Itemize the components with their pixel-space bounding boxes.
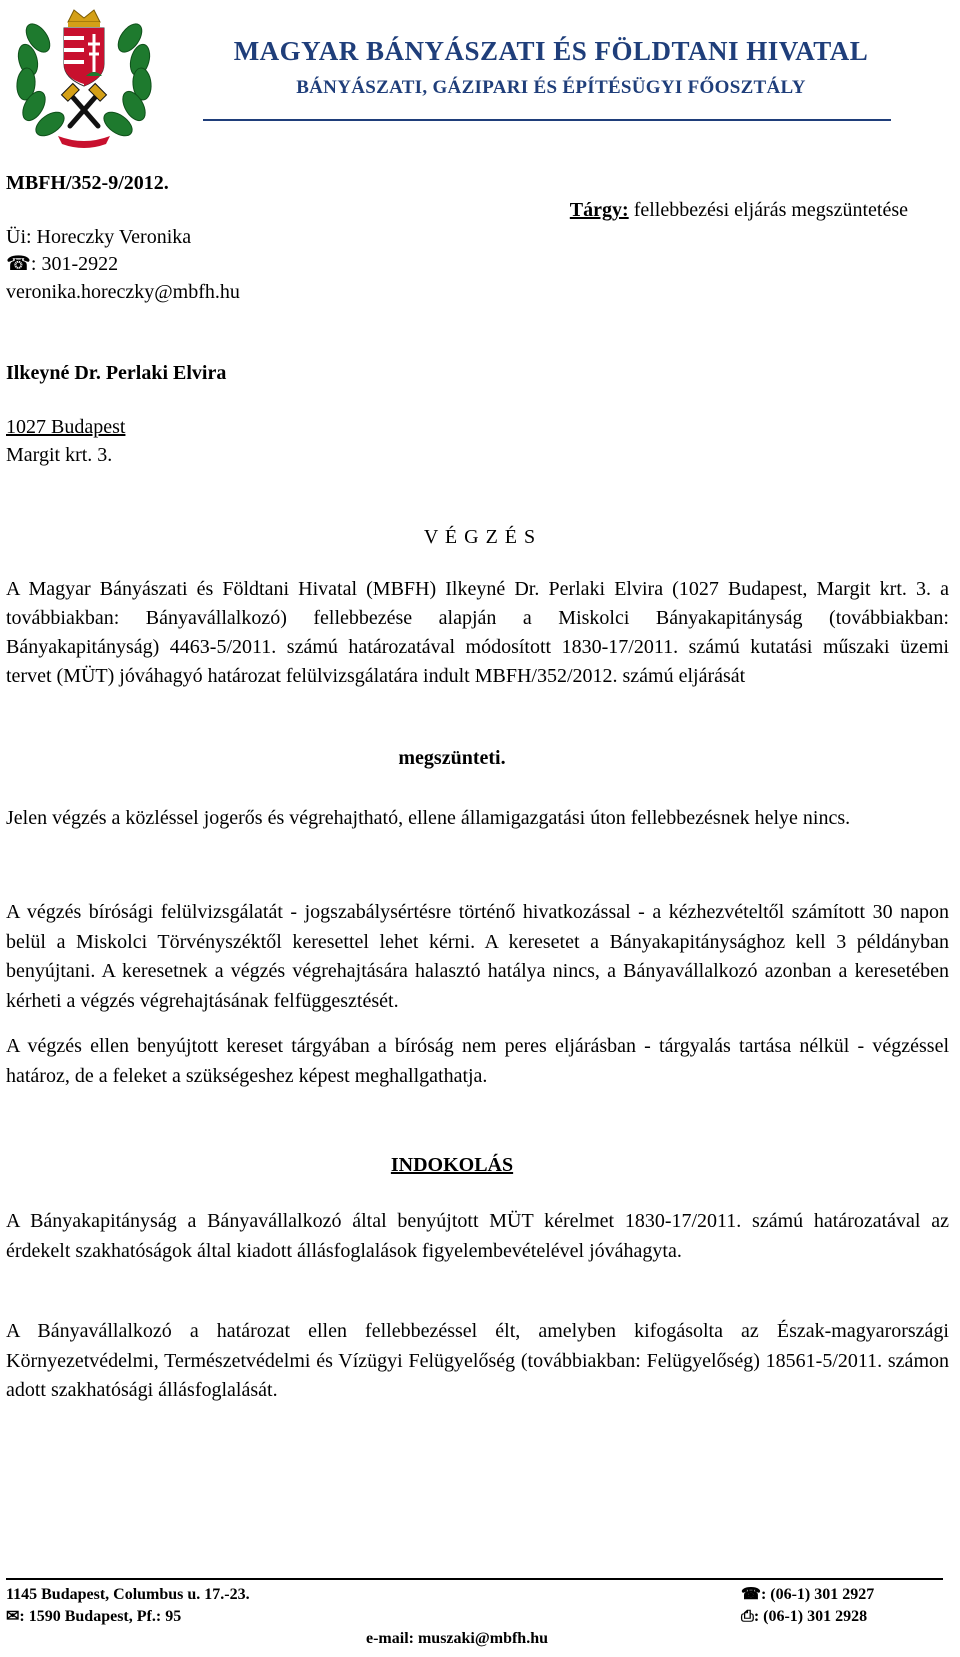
- envelope-icon: ✉: [6, 1608, 20, 1625]
- footer-address: 1145 Budapest, Columbus u. 17.-23.: [6, 1586, 250, 1603]
- subject-label: Tárgy:: [569, 199, 629, 221]
- footer-divider: [6, 1578, 943, 1580]
- footer-email: e-mail: muszaki@mbfh.hu: [365, 1630, 548, 1647]
- finality-paragraph: Jelen végzés a közléssel jogerős és végrehajtható, ellene államigazgatási úton fellebbezésnek helye nincs.: [6, 807, 851, 829]
- organization-name: MAGYAR BÁNYÁSZATI ÉS FÖLDTANI HIVATAL: [233, 36, 869, 66]
- footer-phone-value: : (06-1) 301 2927: [760, 1586, 875, 1603]
- fax-icon: ⎙: [741, 1608, 754, 1625]
- handler-name: Üi: Horeczky Veronika: [6, 226, 192, 248]
- addressee-street: Margit krt. 3.: [6, 444, 113, 466]
- handler-phone: [6, 250, 118, 278]
- decision-intro: A Magyar Bányászati és Földtani Hivatal (MBFH) Ilkeyné Dr. Perlaki Elvira (1027 Budapest, Margit krt. 3. a továbbiakban: Bányavállalkozó) fellebbezése alapján a Miskolci Bányakapitányság (továbbiakban: Bányakapitányság) 4463-5/2011. számú határozatával módosított 1830-17/2011. számú kutatási műszaki üzemi tervet (MÜT) jóváhagyó határozat felülvizsgálatára indult MBFH/352/2012. számú eljárását: [6, 578, 949, 687]
- subject-text: fellebbezési eljárás megszüntetése: [628, 199, 908, 221]
- footer-mailbox: [6, 1606, 181, 1628]
- judicial-review-paragraph: A végzés bírósági felülvizsgálatát - jogszabálysértésre történő hivatkozással - a kézhezvételtől számított 30 napon belül a Miskolci Törvényszéktől keresettel lehet kérni. A keresetet a Bányakapitánysághoz kell 3 példányban benyújtani. A keresetnek a végzés végrehajtására halasztó hatálya nincs, a Bányavállalkozó azonban a keresetében kérheti a végzés végrehajtásának felfüggesztését.: [6, 901, 949, 1012]
- decision-operative: megszünteti.: [398, 747, 506, 769]
- footer-phone: [741, 1584, 874, 1606]
- handler-email: veronika.horeczky@mbfh.hu: [6, 281, 240, 303]
- court-procedure-paragraph: A végzés ellen benyújtott kereset tárgyában a bíróság nem peres eljárásban - tárgyalás tartása nélkül - végzéssel határoz, de a feleket a szükségeshez képest meghallgathatja.: [6, 1035, 949, 1087]
- header-divider: [203, 119, 891, 121]
- telephone-icon: ☎: [6, 253, 31, 275]
- decision-title: V É G Z É S: [423, 526, 537, 548]
- addressee-name: Ilkeyné Dr. Perlaki Elvira: [6, 362, 227, 384]
- reasoning-paragraph-1: A Bányakapitányság a Bányavállalkozó által benyújtott MÜT kérelmet 1830-17/2011. számú határozatával az érdekelt szakhatóságok által kiadott állásfoglalások figyelembevételével jóváhagyta.: [6, 1210, 949, 1262]
- reasoning-paragraph-2: A Bányavállalkozó a határozat ellen fellebbezéssel élt, amelyben kifogásolta az Észak-magyarországi Környezetvédelmi, Természetvédelmi és Vízügyi Felügyelőség (továbbiakban: Felügyelőség) 18561-5/2011. számon adott szakhatósági állásfoglalását.: [6, 1320, 949, 1401]
- subject-line: [570, 196, 908, 224]
- reasoning-title: INDOKOLÁS: [390, 1154, 514, 1176]
- footer-fax: [741, 1606, 867, 1628]
- addressee-postcode-city: 1027 Budapest: [6, 416, 126, 438]
- telephone-icon: ☎: [741, 1586, 761, 1603]
- case-number: MBFH/352-9/2012.: [6, 172, 169, 194]
- footer-mailbox-value: : 1590 Budapest, Pf.: 95: [19, 1608, 182, 1625]
- department-name: BÁNYÁSZATI, GÁZIPARI ÉS ÉPÍTÉSÜGYI FŐOSZTÁLY: [296, 77, 806, 98]
- handler-phone-value: : 301-2922: [30, 253, 119, 275]
- footer-fax-value: : (06-1) 301 2928: [753, 1608, 868, 1625]
- coat-of-arms-logo-icon: [8, 2, 160, 150]
